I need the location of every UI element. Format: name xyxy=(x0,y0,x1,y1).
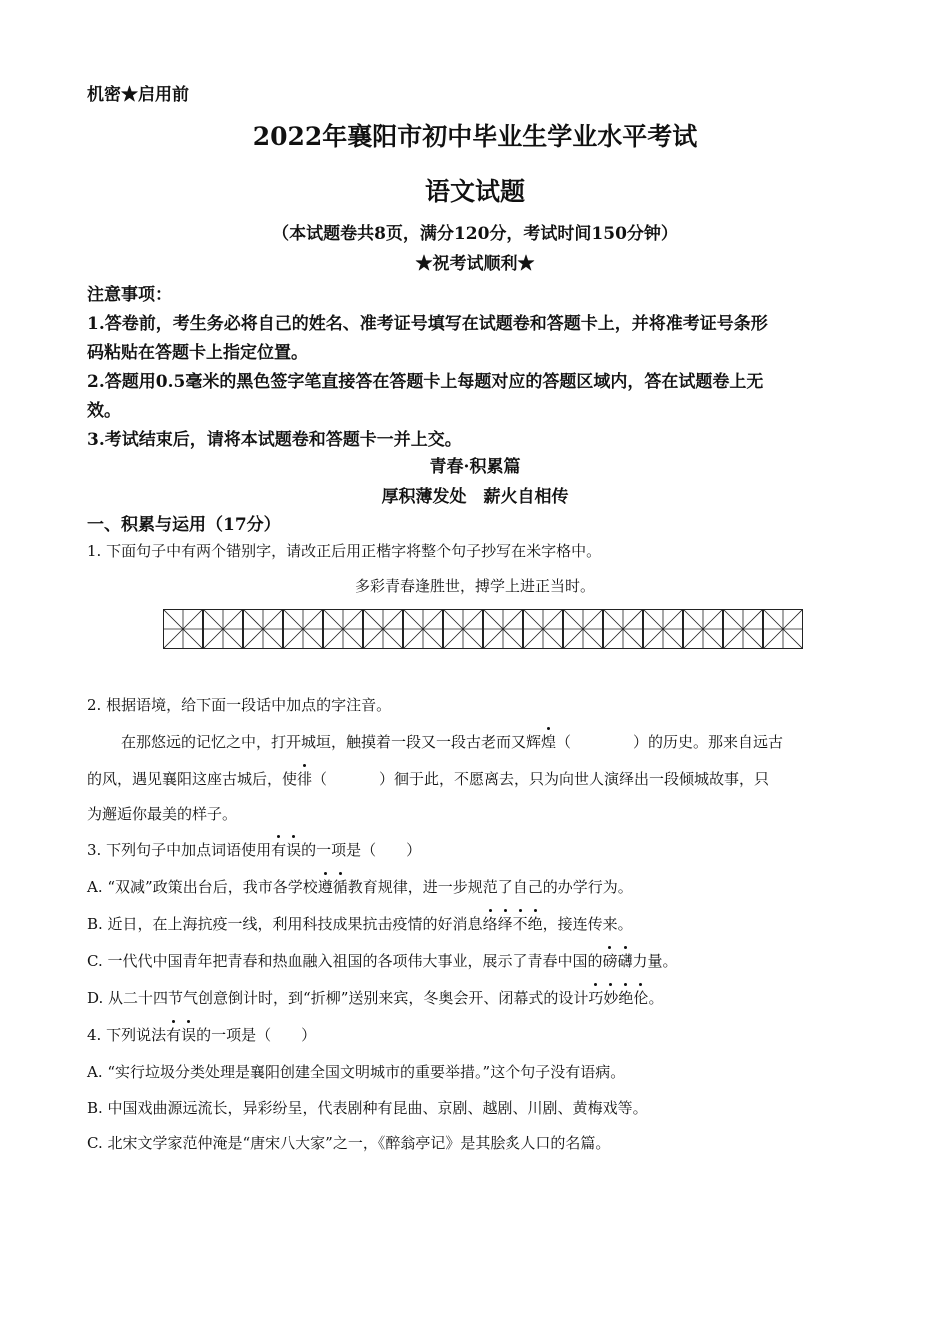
q3-text: 的一项是（ ） xyxy=(301,841,422,859)
dotted-char: 有 xyxy=(166,1026,182,1044)
dotted-char: 误 xyxy=(286,841,302,859)
q3-option-d[interactable] xyxy=(87,987,663,1008)
q2-paragraph-line-1 xyxy=(121,731,783,752)
notes-heading: 注意事项： xyxy=(87,285,172,305)
q2-paragraph-line-3: 为邂逅你最美的样子。 xyxy=(87,805,238,823)
dotted-char: 妙 xyxy=(603,989,619,1007)
note-2-line-2: 效。 xyxy=(87,401,121,421)
dotted-char: 磅 xyxy=(602,952,618,970)
q4-option-c[interactable]: C. 北宋文学家范仲淹是“唐宋八大家”之一，《醉翁亭记》是其脍炙人口的名篇。 xyxy=(87,1134,611,1152)
q2-text: 在那悠远的记忆之中，打开城垣，触摸着一段又一段古老而又辉 xyxy=(121,733,542,751)
q4-option-a[interactable]: A. “实行垃圾分类处理是襄阳创建全国文明城市的重要举措。”这个句子没有语病。 xyxy=(87,1063,626,1081)
q4-text: 的一项是（ ） xyxy=(196,1026,317,1044)
option-text: D. 从二十四节气创意倒计时，到“折柳”送别来宾，冬奥会开、闭幕式的设计 xyxy=(87,989,589,1007)
dotted-char: 伦 xyxy=(633,989,649,1007)
q4-stem xyxy=(87,1024,316,1045)
note-1-line-1: 1.答卷前，考生务必将自己的姓名、准考证号填写在试题卷和答题卡上，并将准考证号条形 xyxy=(87,314,768,334)
dotted-char: 绝 xyxy=(527,915,543,933)
good-luck: ★祝考试顺利★ xyxy=(415,254,535,274)
dotted-char: 煌 xyxy=(541,733,557,751)
q3-text: 3. 下列句子中加点词语使用 xyxy=(87,841,272,859)
dotted-char: 礴 xyxy=(617,952,633,970)
part-heading: 一、积累与运用（17分） xyxy=(87,515,281,535)
option-text: 力量。 xyxy=(632,952,678,970)
q3-option-b[interactable] xyxy=(87,913,633,934)
dotted-char: 巧 xyxy=(588,989,604,1007)
q1-sentence: 多彩青春逢胜世，搏学上进正当时。 xyxy=(354,577,595,595)
q2-paragraph-line-2 xyxy=(87,768,769,789)
section-subtitle: 厚积薄发处 薪火自相传 xyxy=(381,487,569,507)
q2-text: （ xyxy=(556,733,572,751)
dotted-char: 绝 xyxy=(618,989,634,1007)
confidential-label: 机密★启用前 xyxy=(87,85,189,105)
exam-info: （本试题卷共8页，满分120分，考试时间150分钟） xyxy=(272,224,678,244)
exam-title: 2022年襄阳市初中毕业生学业水平考试 xyxy=(252,122,698,151)
note-2-line-1: 2.答题用0.5毫米的黑色签字笔直接答在答题卡上每题对应的答题区域内，答在试题卷上无 xyxy=(87,372,764,392)
option-text: A. “双减”政策出台后，我市各学校 xyxy=(87,878,318,896)
option-text: 。 xyxy=(648,989,664,1007)
q4-option-b[interactable]: B. 中国戏曲源远流长，异彩纷呈，代表剧种有昆曲、京剧、越剧、川剧、黄梅戏等。 xyxy=(87,1099,648,1117)
subject-title: 语文试题 xyxy=(424,177,525,206)
dotted-char: 循 xyxy=(332,878,348,896)
q2-text: 的风，遇见襄阳这座古城后，使 xyxy=(87,770,298,788)
q2-text: （ xyxy=(312,770,328,788)
dotted-char: 遵 xyxy=(317,878,333,896)
dotted-char: 误 xyxy=(181,1026,197,1044)
option-text: ，接连传来。 xyxy=(542,915,633,933)
dotted-char: 络 xyxy=(482,915,498,933)
q4-text: 4. 下列说法 xyxy=(87,1026,167,1044)
q3-option-c[interactable] xyxy=(87,950,678,971)
q2-stem: 2. 根据语境，给下面一段话中加点的字注音。 xyxy=(87,696,392,714)
note-1-line-2: 码粘贴在答题卡上指定位置。 xyxy=(87,343,308,363)
section-title: 青春·积累篇 xyxy=(429,457,521,477)
q3-stem xyxy=(87,839,421,860)
q2-text: ）徊于此，不愿离去，只为向世人演绎出一段倾城故事，只 xyxy=(379,770,770,788)
q1-stem: 1. 下面句子中有两个错别字，请改正后用正楷字将整个句子抄写在米字格中。 xyxy=(87,542,602,560)
dotted-char: 有 xyxy=(271,841,287,859)
q3-option-a[interactable] xyxy=(87,876,633,897)
dotted-char: 徘 xyxy=(297,770,313,788)
mizige-grid[interactable] xyxy=(163,609,803,649)
option-text: 教育规律，进一步规范了自己的办学行为。 xyxy=(347,878,633,896)
dotted-char: 绎 xyxy=(497,915,513,933)
q2-text: ）的历史。那来自远古 xyxy=(633,733,784,751)
option-text: B. 近日，在上海抗疫一线，利用科技成果抗击疫情的好消息 xyxy=(87,915,483,933)
dotted-char: 不 xyxy=(512,915,528,933)
note-3: 3.考试结束后，请将本试题卷和答题卡一并上交。 xyxy=(87,430,462,450)
option-text: C. 一代代中国青年把青春和热血融入祖国的各项伟大事业，展示了青春中国的 xyxy=(87,952,603,970)
